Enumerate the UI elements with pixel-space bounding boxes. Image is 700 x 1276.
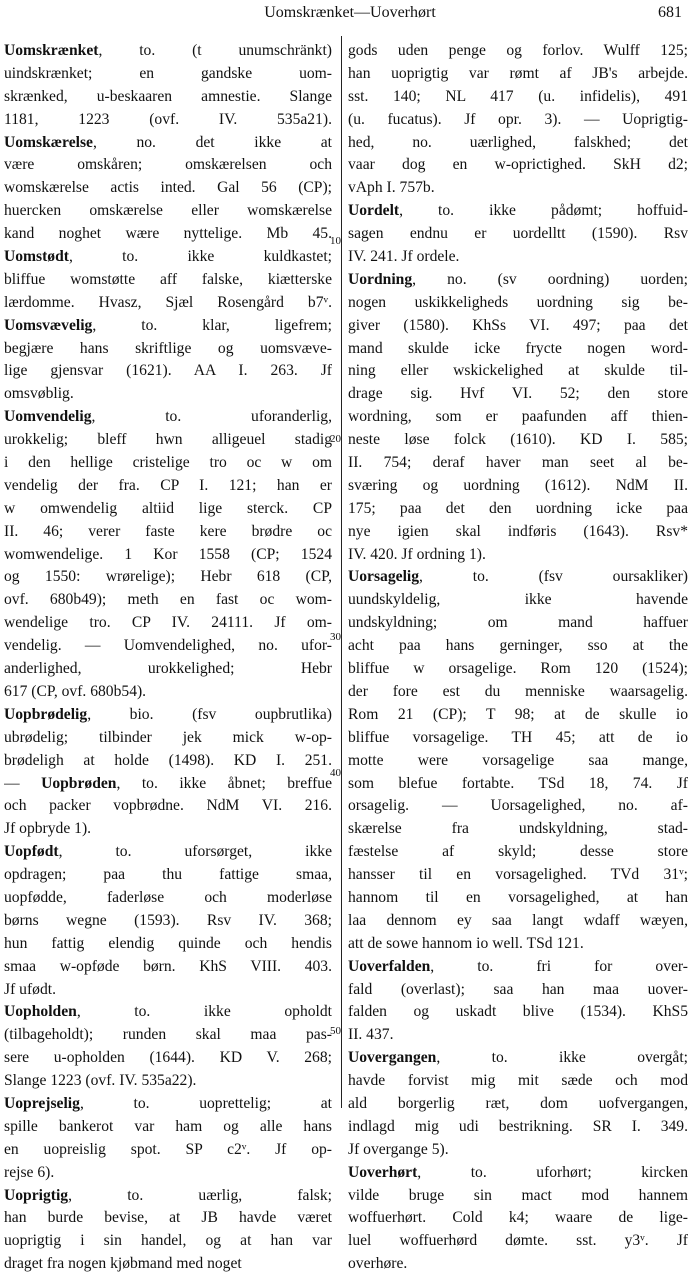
- text-line: falden og uskadt blive (1534). KhS5: [348, 1003, 688, 1021]
- text-line: att de sowe hannom io well. TSd 121.: [348, 934, 584, 952]
- text-line: bliffue womstøtte aff falske, kiætterske: [4, 270, 332, 288]
- text-line: kand noghet wære nyttelige. Mb 45.: [4, 225, 332, 243]
- text-line: han burde bevise, at JB havde været: [4, 1209, 332, 1227]
- text-line: draget fra nogen kjøbmand med noget: [4, 1255, 242, 1273]
- text-line: vAph I. 757b.: [348, 179, 435, 197]
- text-line: Uoverhørt, to. uforhørt; kircken: [348, 1163, 688, 1181]
- text-line: 1181, 1223 (ovf. IV. 535a21).: [4, 110, 332, 128]
- text-line: sværing og uordning (1612). NdM II.: [348, 476, 688, 494]
- text-line: woffuerhørt. Cold k4; waare de lige-: [348, 1209, 688, 1227]
- line-number: 10: [330, 235, 341, 247]
- text-line: vendelig. — Uomvendelighed, no. ufor-: [4, 637, 332, 655]
- text-line: sagen endnu er uordelltt (1590). Rsv: [348, 225, 688, 243]
- text-line: laa dennom ey saa langt wdaff wæyen,: [348, 911, 688, 929]
- text-line: Uordelt, to. ikke pådømt; hoffuid-: [348, 202, 688, 220]
- text-line: børns wegne (1593). Rsv IV. 368;: [4, 911, 332, 929]
- text-line: II. 46; verer faste kere brødre oc: [4, 522, 332, 540]
- text-line: womwendelige. 1 Kor 1558 (CP; 1524: [4, 545, 332, 563]
- text-line: vaar dog en w-oprictighed. SkH d2;: [348, 156, 688, 174]
- text-line: uoprigtig i sin handel, og at han var: [4, 1232, 332, 1250]
- text-line: gods uden penge og forlov. Wulff 125;: [348, 42, 688, 59]
- page-header: [0, 4, 700, 26]
- text-line: Uomskærelse, no. det ikke at: [4, 133, 332, 151]
- text-line: overhøre.: [348, 1255, 408, 1273]
- text-line: II. 754; deraf haver man seet al be-: [348, 454, 688, 472]
- text-line: omsvøblig.: [4, 385, 74, 403]
- text-line: brødeligh at holde (1498). KD I. 251.: [4, 751, 332, 769]
- text-line: (tilbageholdt); runden skal maa pas-: [4, 1026, 332, 1044]
- text-line: huercken omskærelse eller womskærelse: [4, 202, 332, 220]
- text-line: giver (1580). KhSs VI. 497; paa det: [348, 316, 688, 334]
- text-line: nogen uskikkeligheds uordning sig be-: [348, 293, 688, 311]
- text-line: uindskrænket; en gandske uom-: [4, 64, 332, 82]
- text-line: anderlighed, urokkelighed; Hebr: [4, 660, 332, 678]
- text-line: (u. fucatus). Jf opr. 3). — Uoprigtig-: [348, 110, 688, 128]
- text-line: 617 (CP, ovf. 680b54).: [4, 682, 147, 700]
- text-line: orsagelig. — Uorsagelighed, no. af-: [348, 797, 688, 815]
- text-line: sst. 140; NL 417 (u. infidelis), 491: [348, 87, 688, 105]
- text-line: indlagd mig udi bestrikning. SR I. 349.: [348, 1117, 688, 1135]
- text-line: och packer vopbrødne. NdM VI. 216.: [4, 797, 332, 815]
- text-line: Uopholden, to. ikke opholdt: [4, 1003, 332, 1021]
- text-line: Uomstødt, to. ikke kuldkastet;: [4, 248, 332, 266]
- running-title: Uomskrænket—Uoverhørt: [264, 4, 436, 21]
- line-number: 30: [330, 631, 341, 643]
- text-line: IV. 420. Jf ordning 1).: [348, 545, 486, 563]
- text-line: begjære hans skriftlige og uomsvæve-: [4, 339, 332, 357]
- text-line: vendelig der fra. CP I. 121; han er: [4, 476, 332, 494]
- text-line: undskyldning; om mand haffuer: [348, 614, 688, 632]
- text-line: sere u-opholden (1644). KD V. 268;: [4, 1049, 332, 1067]
- text-line: skærelse fra undskyldning, stad-: [348, 820, 688, 838]
- text-line: Uomskrænket, to. (t unumschränkt): [4, 42, 332, 59]
- text-line: Jf opbryde 1).: [4, 820, 92, 838]
- text-line: Uopbrødelig, bio. (fsv oupbrutlika): [4, 705, 332, 723]
- text-line: hannom til en vorsagelighed, at han: [348, 888, 688, 906]
- text-line: motte were vorsagelige saa mange,: [348, 751, 688, 769]
- text-line: skrænked, u-beskaaren amnestie. Slange: [4, 87, 332, 105]
- text-line: Uorsagelig, to. (fsv oursakliker): [348, 568, 688, 586]
- text-line: urokkelig; bleff hwn alligeuel stadig: [4, 431, 332, 449]
- text-line: Uopfødt, to. uforsørget, ikke: [4, 843, 332, 861]
- text-line: der fore est du menniske waarsagelig.: [348, 682, 688, 700]
- text-line: ubrødelig; tilbinder jek mick w-op-: [4, 728, 332, 746]
- text-line: wendelige tro. CP IV. 24111. Jf om-: [4, 614, 332, 632]
- text-line: fæstelse af skyld; desse store: [348, 843, 688, 861]
- text-line: i den hellige cristelige tro oc w om: [4, 454, 332, 472]
- text-line: hansser til en vorsagelighed. TVd 31ᵛ;: [348, 866, 688, 884]
- text-line: mand skulde icke frycte nogen word-: [348, 339, 688, 357]
- page-number: 681: [658, 4, 682, 21]
- text-line: hed, no. uærlighed, falskhed; det: [348, 133, 688, 151]
- text-line: som blefue fortabte. TSd 18, 74. Jf: [348, 774, 688, 792]
- line-number: 50: [330, 1025, 341, 1037]
- text-line: lærdomme. Hvasz, Sjæl Rosengård b7ᵛ.: [4, 293, 332, 311]
- text-line: fald (overlast); saa han maa uover-: [348, 980, 688, 998]
- text-line: uopfødde, faderløse och moderløse: [4, 888, 332, 906]
- text-line: og 1550: wrørelige); Hebr 618 (CP,: [4, 568, 332, 586]
- right-column: [348, 40, 688, 1276]
- text-line: IV. 241. Jf ordele.: [348, 248, 460, 266]
- text-line: Uoprigtig, to. uærlig, falsk;: [4, 1186, 332, 1204]
- text-line: Slange 1223 (ovf. IV. 535a22).: [4, 1072, 197, 1090]
- text-line: havde forvist mig mit sæde och mod: [348, 1072, 688, 1090]
- text-line: Uoverfalden, to. fri for over-: [348, 957, 688, 975]
- text-line: Jf ufødt.: [4, 980, 56, 998]
- text-line: Uovergangen, to. ikke overgåt;: [348, 1049, 688, 1067]
- left-column: [4, 40, 332, 1276]
- text-line: — Uopbrøden, to. ikke åbnet; breffue: [4, 774, 332, 792]
- text-line: opdragen; paa thu fattige smaa,: [4, 866, 332, 884]
- text-line: Uordning, no. (sv oordning) uorden;: [348, 270, 688, 288]
- text-line: vilde bruge sin mact mod hannem: [348, 1186, 688, 1204]
- text-line: bliffue w orsagelige. Rom 120 (1524);: [348, 660, 688, 678]
- text-line: neste løse folck (1610). KD I. 585;: [348, 431, 688, 449]
- text-line: spille bankerot var ham og alle hans: [4, 1117, 332, 1135]
- text-line: luel woffuerhørd dømte. sst. y3ᵛ. Jf: [348, 1232, 688, 1250]
- text-line: hun fattig elendig quinde och hendis: [4, 934, 332, 952]
- text-line: en uopreislig spot. SP c2ᵛ. Jf op-: [4, 1140, 332, 1158]
- line-number: 20: [330, 433, 341, 445]
- text-line: 175; paa det den uordning icke paa: [348, 499, 688, 517]
- text-line: II. 437.: [348, 1026, 394, 1044]
- text-line: Uomsvævelig, to. klar, ligefrem;: [4, 316, 332, 334]
- text-line: han uoprigtig var rømt af JB's arbejde.: [348, 64, 688, 82]
- text-line: Jf overgange 5).: [348, 1140, 449, 1158]
- text-line: acht paa hans gerninger, sso at the: [348, 637, 688, 655]
- text-line: wordning, som er paafunden aff thien-: [348, 408, 688, 426]
- text-line: smaa w-opføde børn. KhS VIII. 403.: [4, 957, 332, 975]
- text-line: Uoprejselig, to. uoprettelig; at: [4, 1094, 332, 1112]
- text-line: være omskåren; omskærelsen och: [4, 156, 332, 174]
- text-line: nye igien skal indføris (1643). Rsv*: [348, 522, 688, 540]
- text-line: drage sig. Hvf VI. 52; den store: [348, 385, 688, 403]
- line-number: 40: [330, 767, 341, 779]
- text-line: Rom 21 (CP); T 98; at de skulle io: [348, 705, 688, 723]
- text-line: w omwendelig altiid lige sterck. CP: [4, 499, 332, 517]
- text-line: ovf. 680b49); meth en fast oc wom-: [4, 591, 332, 609]
- text-line: rejse 6).: [4, 1163, 55, 1181]
- text-line: Uomvendelig, to. uforanderlig,: [4, 408, 332, 426]
- text-line: womskærelse actis inted. Gal 56 (CP);: [4, 179, 332, 197]
- text-line: bliffue vorsagelige. TH 45; att de io: [348, 728, 688, 746]
- text-line: lige gjensvar (1621). AA I. 263. Jf: [4, 362, 332, 380]
- text-line: ning eller wskickelighed at skulde til-: [348, 362, 688, 380]
- text-line: uundskyldelig, ikke havende: [348, 591, 688, 609]
- column-divider: [341, 36, 342, 1108]
- text-line: ald borgerlig ræt, dom uofvergangen,: [348, 1094, 688, 1112]
